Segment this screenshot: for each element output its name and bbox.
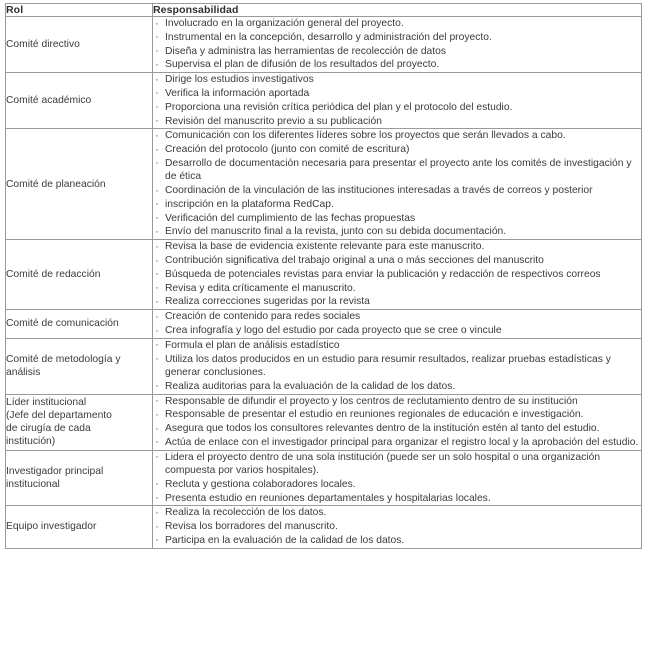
- responsibility-item: · Contribución significativa del trabajo original a una o más secciones del manuscrito: [153, 254, 641, 267]
- role-label-line: Equipo investigador: [6, 521, 97, 533]
- responsibility-item: · Lidera el proyecto dentro de una sola institución (puede ser un solo hospital o una organización compuesta por varios hospitales).: [153, 451, 641, 478]
- role-label-line: de cirugía de cada: [6, 423, 91, 435]
- role-label-line: Comité directivo: [6, 38, 80, 50]
- table-row: [6, 394, 642, 450]
- responsibility-list: [153, 310, 641, 337]
- responsibility-item: · Revisión del manuscrito previo a su publicación: [153, 115, 641, 128]
- responsibility-item: · Realiza la recolección de los datos.: [153, 506, 641, 519]
- responsibility-item: · Envío del manuscrito final a la revista, junto con su debida documentación.: [153, 225, 641, 238]
- responsibility-cell: [153, 73, 642, 129]
- responsibility-item: · Realiza auditorias para la evaluación de la calidad de los datos.: [153, 380, 641, 393]
- responsibility-item: · Crea infografía y logo del estudio por cada proyecto que se cree o vincule: [153, 324, 641, 337]
- table-row: [6, 17, 642, 73]
- responsibility-cell: [153, 17, 642, 73]
- responsibility-item: · Recluta y gestiona colaboradores locales.: [153, 478, 641, 491]
- role-cell: [6, 394, 153, 450]
- responsibility-item: · inscripción en la plataforma RedCap.: [153, 198, 641, 211]
- responsibility-cell: [153, 450, 642, 506]
- role-label-line: Investigador principal: [6, 465, 104, 477]
- responsibility-item: · Revisa los borradores del manuscrito.: [153, 520, 641, 533]
- responsibility-item: · Desarrollo de documentación necesaria para presentar el proyecto ante los comités de investigación y de ética: [153, 157, 641, 184]
- responsibility-list: [153, 73, 641, 128]
- responsibility-list: [153, 240, 641, 308]
- responsibility-list: [153, 17, 641, 72]
- responsibility-item: · Asegura que todos los consultores relevantes dentro de la institución estén al tanto del estudio.: [153, 422, 641, 435]
- table-row: [6, 450, 642, 506]
- responsibility-item: · Proporciona una revisión crítica periódica del plan y el protocolo del estudio.: [153, 101, 641, 114]
- responsibility-list: [153, 451, 641, 505]
- role-label-line: Líder institucional: [6, 396, 87, 408]
- roles-responsibilities-table: [5, 3, 642, 549]
- role-cell: [6, 73, 153, 129]
- column-header-responsibility: Responsabilidad: [153, 4, 642, 17]
- role-label-line: Comité académico: [6, 95, 92, 107]
- responsibility-list: [153, 506, 641, 547]
- responsibility-item: · Actúa de enlace con el investigador principal para organizar el registro local y la aprobación del estudio.: [153, 436, 641, 449]
- responsibility-cell: [153, 129, 642, 240]
- responsibility-cell: [153, 394, 642, 450]
- table-row: [6, 73, 642, 129]
- responsibility-item: · Dirige los estudios investigativos: [153, 73, 641, 86]
- role-label-line: Comité de metodología y: [6, 353, 121, 365]
- role-cell: [6, 310, 153, 339]
- responsibility-item: · Realiza correcciones sugeridas por la revista: [153, 295, 641, 308]
- role-cell: [6, 17, 153, 73]
- table-header-row: [6, 4, 642, 17]
- table-row: [6, 310, 642, 339]
- table-row: [6, 129, 642, 240]
- responsibility-item: · Diseña y administra las herramientas de recolección de datos: [153, 45, 641, 58]
- role-label-line: Comité de redacción: [6, 269, 101, 281]
- table-row: [6, 506, 642, 548]
- table-row: [6, 338, 642, 394]
- responsibility-list: [153, 129, 641, 238]
- responsibility-cell: [153, 240, 642, 310]
- role-label-line: (Jefe del departamento: [6, 409, 112, 421]
- role-cell: [6, 129, 153, 240]
- responsibility-item: · Revisa y edita críticamente el manuscrito.: [153, 282, 641, 295]
- role-label-line: Comité de planeación: [6, 178, 106, 190]
- responsibility-item: · Responsable de presentar el estudio en reuniones regionales de educación e investigación.: [153, 408, 641, 421]
- table-body: [6, 17, 642, 549]
- table-header: [6, 4, 642, 17]
- responsibility-item: · Responsable de difundir el proyecto y los centros de reclutamiento dentro de su institución: [153, 395, 641, 408]
- responsibility-item: · Creación de contenido para redes sociales: [153, 310, 641, 323]
- responsibility-item: · Formula el plan de análisis estadístico: [153, 339, 641, 352]
- responsibility-list: [153, 395, 641, 450]
- responsibility-item: · Utiliza los datos producidos en un estudio para resumir resultados, realizar pruebas estadísticas y generar conclusiones.: [153, 353, 641, 380]
- role-label-line: institucional: [6, 479, 60, 491]
- responsibility-cell: [153, 338, 642, 394]
- responsibility-item: · Creación del protocolo (junto con comité de escritura): [153, 143, 641, 156]
- role-cell: [6, 450, 153, 506]
- responsibility-list: [153, 339, 641, 393]
- responsibility-item: · Instrumental en la concepción, desarrollo y administración del proyecto.: [153, 31, 641, 44]
- responsibility-item: · Participa en la evaluación de la calidad de los datos.: [153, 534, 641, 547]
- responsibility-item: · Revisa la base de evidencia existente relevante para este manuscrito.: [153, 240, 641, 253]
- role-cell: [6, 338, 153, 394]
- role-cell: [6, 240, 153, 310]
- role-label-line: institución): [6, 436, 56, 448]
- responsibility-item: · Presenta estudio en reuniones departamentales y hospitalarias locales.: [153, 492, 641, 505]
- responsibility-item: · Búsqueda de potenciales revistas para enviar la publicación y redacción de respectivos correos: [153, 268, 641, 281]
- responsibility-item: · Involucrado en la organización general del proyecto.: [153, 17, 641, 30]
- responsibility-cell: [153, 506, 642, 548]
- responsibility-item: · Comunicación con los diferentes líderes sobre los proyectos que serán llevados a cabo.: [153, 129, 641, 142]
- responsibility-item: · Verifica la información aportada: [153, 87, 641, 100]
- table-row: [6, 240, 642, 310]
- responsibility-cell: [153, 310, 642, 339]
- responsibility-item: · Supervisa el plan de difusión de los resultados del proyecto.: [153, 58, 641, 71]
- role-cell: [6, 506, 153, 548]
- responsibility-item: · Verificación del cumplimiento de las fechas propuestas: [153, 212, 641, 225]
- role-label-line: análisis: [6, 367, 41, 379]
- role-label-line: Comité de comunicación: [6, 318, 119, 330]
- responsibility-item: · Coordinación de la vinculación de las instituciones interesadas a través de correos y posterior: [153, 184, 641, 197]
- column-header-role: Rol: [6, 4, 153, 17]
